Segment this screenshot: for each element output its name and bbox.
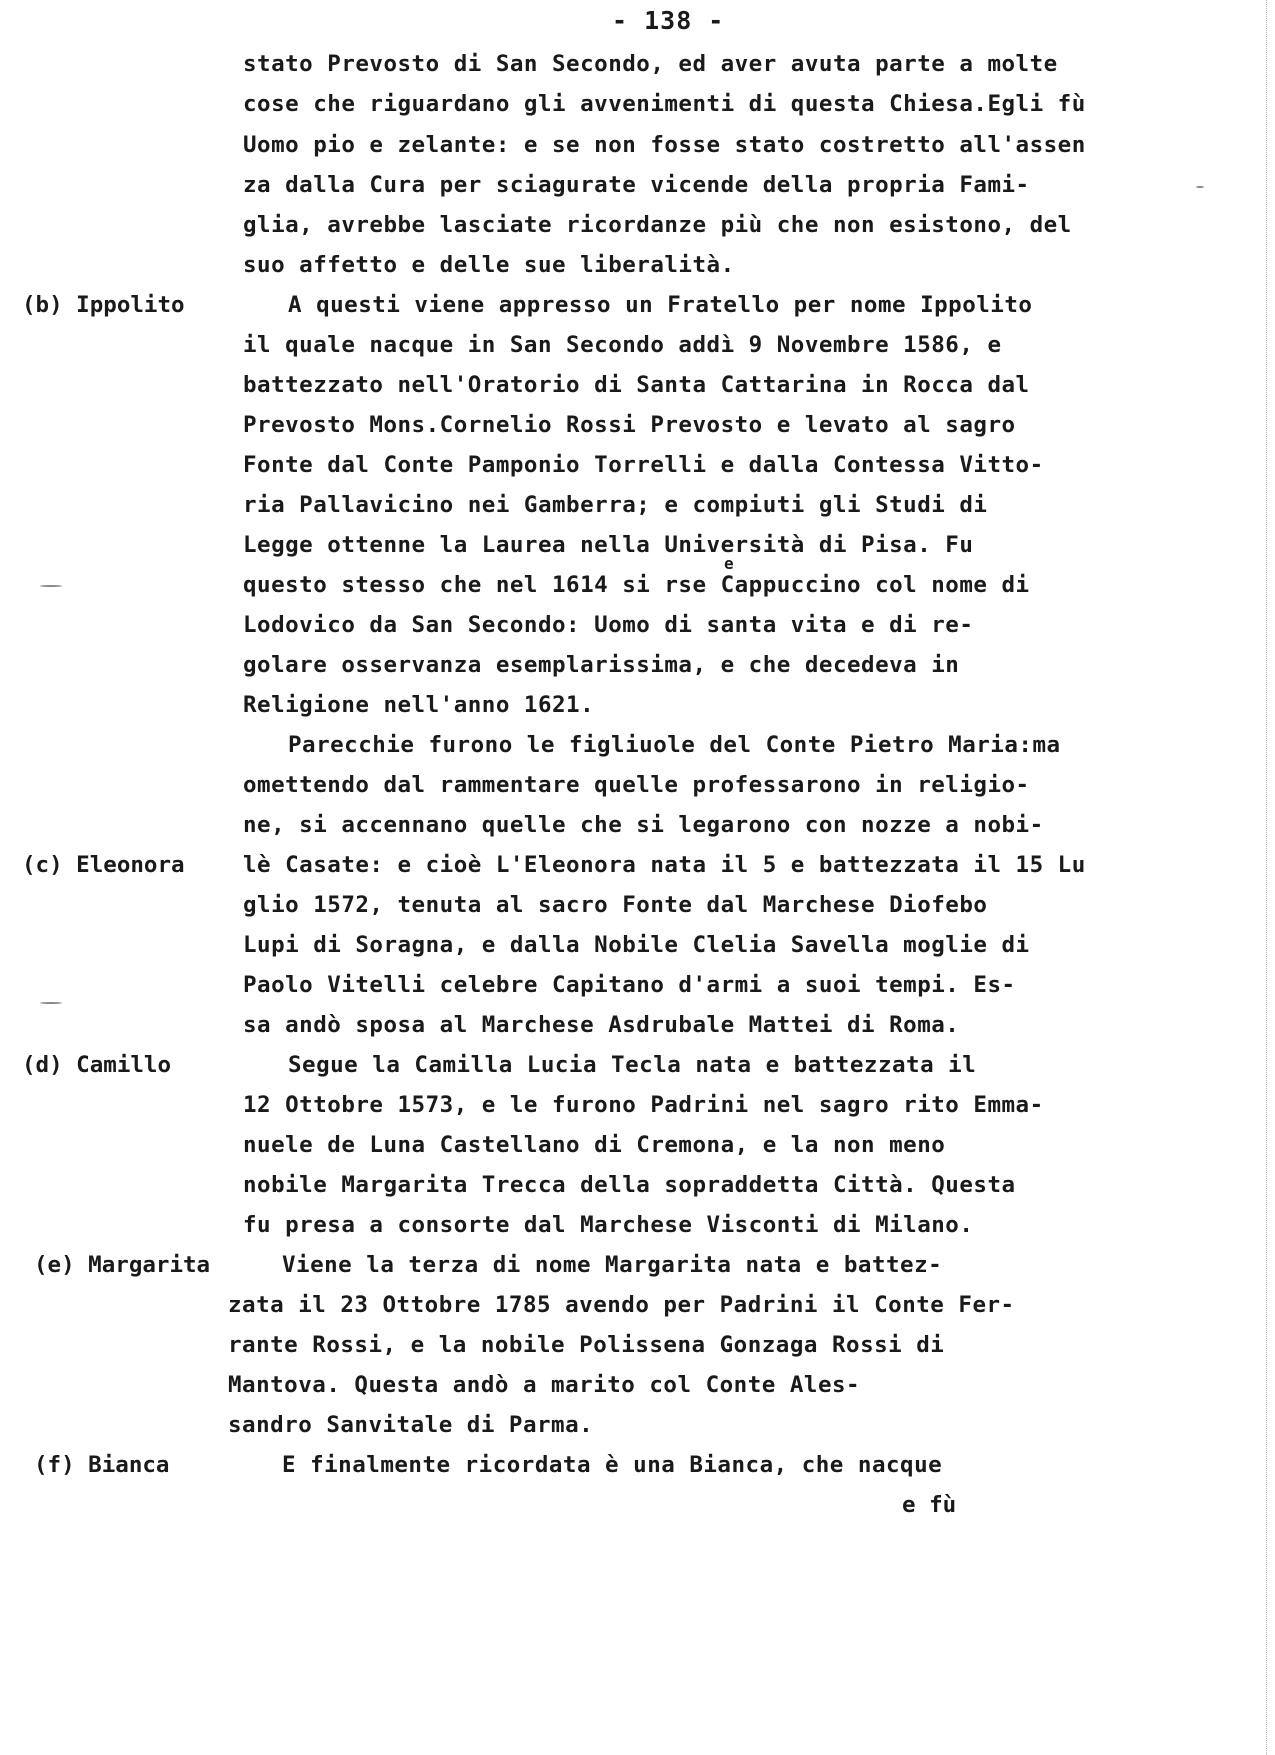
text-line: il quale nacque in San Secondo addì 9 Novembre 1586, e	[243, 332, 1002, 358]
text-line: fu presa a consorte dal Marchese Visconti di Milano.	[243, 1212, 974, 1238]
text-line: stato Prevosto di San Secondo, ed aver avuta parte a molte	[243, 51, 1058, 77]
text-line: lè Casate: e cioè L'Eleonora nata il 5 e battezzata il 15 Lu	[243, 852, 1086, 878]
text-line: Uomo pio e zelante: e se non fosse stato costretto all'assen	[243, 132, 1086, 158]
text-line: Lupi di Soragna, e dalla Nobile Clelia Savella moglie di	[243, 932, 1030, 958]
page-number: - 138 -	[612, 6, 725, 35]
text-line: battezzato nell'Oratorio di Santa Cattarina in Rocca dal	[243, 372, 1030, 398]
margin-note: (c) Eleonora	[22, 852, 185, 878]
text-line: sa andò sposa al Marchese Asdrubale Mattei di Roma.	[243, 1012, 960, 1038]
text-line: A questi viene appresso un Fratello per nome Ippolito	[288, 292, 1033, 318]
text-line: Prevosto Mons.Cornelio Rossi Prevosto e levato al sagro	[243, 412, 1016, 438]
text-line: Segue la Camilla Lucia Tecla nata e battezzata il	[288, 1052, 977, 1078]
text-line: rante Rossi, e la nobile Polissena Gonzaga Rossi di	[228, 1332, 945, 1358]
text-line: Lodovico da San Secondo: Uomo di santa vita e di re-	[243, 612, 974, 638]
text-line: nuele de Luna Castellano di Cremona, e la non meno	[243, 1132, 946, 1158]
margin-mark	[1196, 186, 1204, 188]
margin-note: (b) Ippolito	[22, 292, 185, 318]
text-line: golare osservanza esemplarissima, e che decedeva in	[243, 652, 960, 678]
catchword: e fù	[902, 1492, 957, 1518]
text-line: cose che riguardano gli avvenimenti di questa Chiesa.Egli fù	[243, 91, 1086, 117]
text-line: ne, si accennano quelle che si legarono con nozze a nobi-	[243, 812, 1044, 838]
text-line: za dalla Cura per sciagurate vicende della propria Fami-	[243, 172, 1030, 198]
text-line: Fonte dal Conte Pamponio Torrelli e dalla Contessa Vitto-	[243, 452, 1044, 478]
inline-correction-mark: e	[724, 554, 735, 573]
text-line: ria Pallavicino nei Gamberra; e compiuti gli Studi di	[243, 492, 988, 518]
text-line: omettendo dal rammentare quelle professarono in religio-	[243, 772, 1030, 798]
text-line: glio 1572, tenuta al sacro Fonte dal Marchese Diofebo	[243, 892, 988, 918]
text-line: sandro Sanvitale di Parma.	[228, 1412, 594, 1438]
margin-mark	[40, 585, 62, 587]
text-line: zata il 23 Ottobre 1785 avendo per Padrini il Conte Fer-	[228, 1292, 1015, 1318]
text-line: questo stesso che nel 1614 si rse Cappuccino col nome di	[243, 572, 1030, 598]
text-line: Viene la terza di nome Margarita nata e battez-	[282, 1252, 943, 1278]
text-line: Legge ottenne la Laurea nella Università di Pisa. Fu	[243, 532, 974, 558]
text-line: E finalmente ricordata è una Bianca, che nacque	[282, 1452, 943, 1478]
text-line: 12 Ottobre 1573, e le furono Padrini nel sagro rito Emma-	[243, 1092, 1044, 1118]
margin-note: (e) Margarita	[34, 1252, 211, 1278]
text-line: Paolo Vitelli celebre Capitano d'armi a suoi tempi. Es-	[243, 972, 1016, 998]
margin-note: (f) Bianca	[34, 1452, 170, 1478]
text-line: Mantova. Questa andò a marito col Conte Ales-	[228, 1372, 861, 1398]
text-line: glia, avrebbe lasciate ricordanze più che non esistono, del	[243, 212, 1072, 238]
margin-note: (d) Camillo	[22, 1052, 172, 1078]
text-line: Parecchie furono le figliuole del Conte Pietro Maria:ma	[288, 732, 1061, 758]
text-line: Religione nell'anno 1621.	[243, 692, 595, 718]
text-line: suo affetto e delle sue liberalità.	[243, 252, 735, 278]
margin-mark	[40, 1002, 62, 1004]
text-line: nobile Margarita Trecca della sopraddetta Città. Questa	[243, 1172, 1016, 1198]
page-edge	[1266, 0, 1269, 1755]
